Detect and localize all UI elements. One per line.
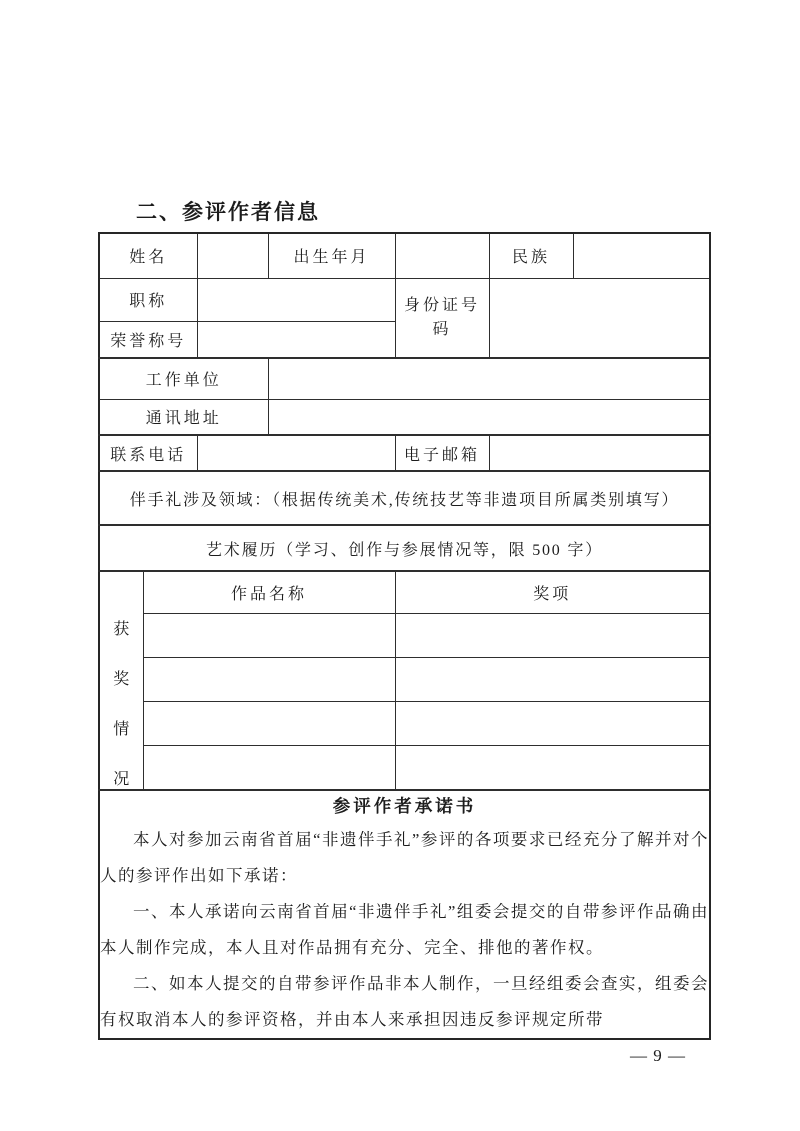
- commitment-paragraph-1: 本人对参加云南省首届“非遗伴手礼”参评的各项要求已经充分了解并对个人的参评作出如下承诺：: [100, 830, 710, 885]
- commitment-paragraph-2: 一、本人承诺向云南省首届“非遗伴手礼”组委会提交的自带参评作品确由本人制作完成，本人且对作品拥有充分、完全、排他的著作权。: [100, 902, 710, 957]
- award-row: [99, 702, 710, 746]
- souvenir-domain-field[interactable]: 伴手礼涉及领域：（根据传统美术,传统技艺等非遗项目所属类别填写）: [99, 471, 710, 525]
- commitment-title: 参评作者承诺书: [332, 796, 477, 816]
- awards-char: 获: [113, 621, 130, 638]
- work-unit-input-cell[interactable]: [268, 358, 710, 399]
- id-number-input-cell[interactable]: [489, 278, 710, 358]
- awards-section-label: [99, 571, 143, 790]
- ethnicity-label: 民族: [489, 233, 573, 278]
- mailing-address-label: 通讯地址: [99, 399, 268, 435]
- award-prize-cell[interactable]: [395, 702, 710, 746]
- row-souvenir-domain: [99, 471, 710, 525]
- row-title-id: [99, 278, 710, 321]
- award-prize-cell[interactable]: [395, 746, 710, 790]
- honorary-title-input-cell[interactable]: [197, 321, 395, 358]
- section-title: 二、参评作者信息: [136, 201, 320, 224]
- row-name-birth-ethnicity: [99, 233, 710, 278]
- honorary-title-label: 荣誉称号: [99, 321, 197, 358]
- row-work-unit: [99, 358, 710, 399]
- awards-char: 情: [113, 721, 130, 738]
- commitment-paragraph-3: 二、如本人提交的自带参评作品非本人制作，一旦经组委会查实，组委会有权取消本人的参评资格，并由本人来承担因违反参评规定所带: [100, 974, 710, 1029]
- award-row: [99, 657, 710, 701]
- work-unit-label: 工作单位: [99, 358, 268, 399]
- mailing-address-input-cell[interactable]: [268, 399, 710, 435]
- name-label: 姓名: [99, 233, 197, 278]
- author-info-form-table: [98, 232, 711, 1040]
- award-work-name-cell[interactable]: [143, 746, 395, 790]
- email-input-cell[interactable]: [489, 435, 710, 471]
- award-work-name-cell[interactable]: [143, 657, 395, 701]
- row-mailing-address: [99, 399, 710, 435]
- work-name-column-header: 作品名称: [143, 571, 395, 613]
- email-label: 电子邮箱: [395, 435, 489, 471]
- commitment-section: [99, 790, 710, 1039]
- phone-label: 联系电话: [99, 435, 197, 471]
- professional-title-label: 职称: [99, 278, 197, 321]
- award-work-name-cell[interactable]: [143, 702, 395, 746]
- row-commitment: [99, 790, 710, 1039]
- award-row: [99, 746, 710, 790]
- art-resume-field[interactable]: 艺术履历（学习、创作与参展情况等，限 500 字）: [99, 525, 710, 571]
- professional-title-input-cell[interactable]: [197, 278, 395, 321]
- award-row: [99, 613, 710, 657]
- award-prize-cell[interactable]: [395, 657, 710, 701]
- page-number: — 9 —: [630, 1046, 686, 1065]
- award-work-name-cell[interactable]: [143, 613, 395, 657]
- birth-date-label: 出生年月: [268, 233, 395, 278]
- awards-char: 奖: [113, 671, 130, 688]
- awards-vertical-label: [100, 572, 143, 789]
- award-prize-cell[interactable]: [395, 613, 710, 657]
- row-awards-header: [99, 571, 710, 613]
- row-art-resume: [99, 525, 710, 571]
- birth-date-input-cell[interactable]: [395, 233, 489, 278]
- ethnicity-input-cell[interactable]: [573, 233, 710, 278]
- awards-char: 况: [113, 771, 130, 788]
- name-input-cell[interactable]: [197, 233, 268, 278]
- phone-input-cell[interactable]: [197, 435, 395, 471]
- award-column-header: 奖项: [395, 571, 710, 613]
- id-number-label: 身份证号码: [395, 278, 489, 358]
- row-phone-email: [99, 435, 710, 471]
